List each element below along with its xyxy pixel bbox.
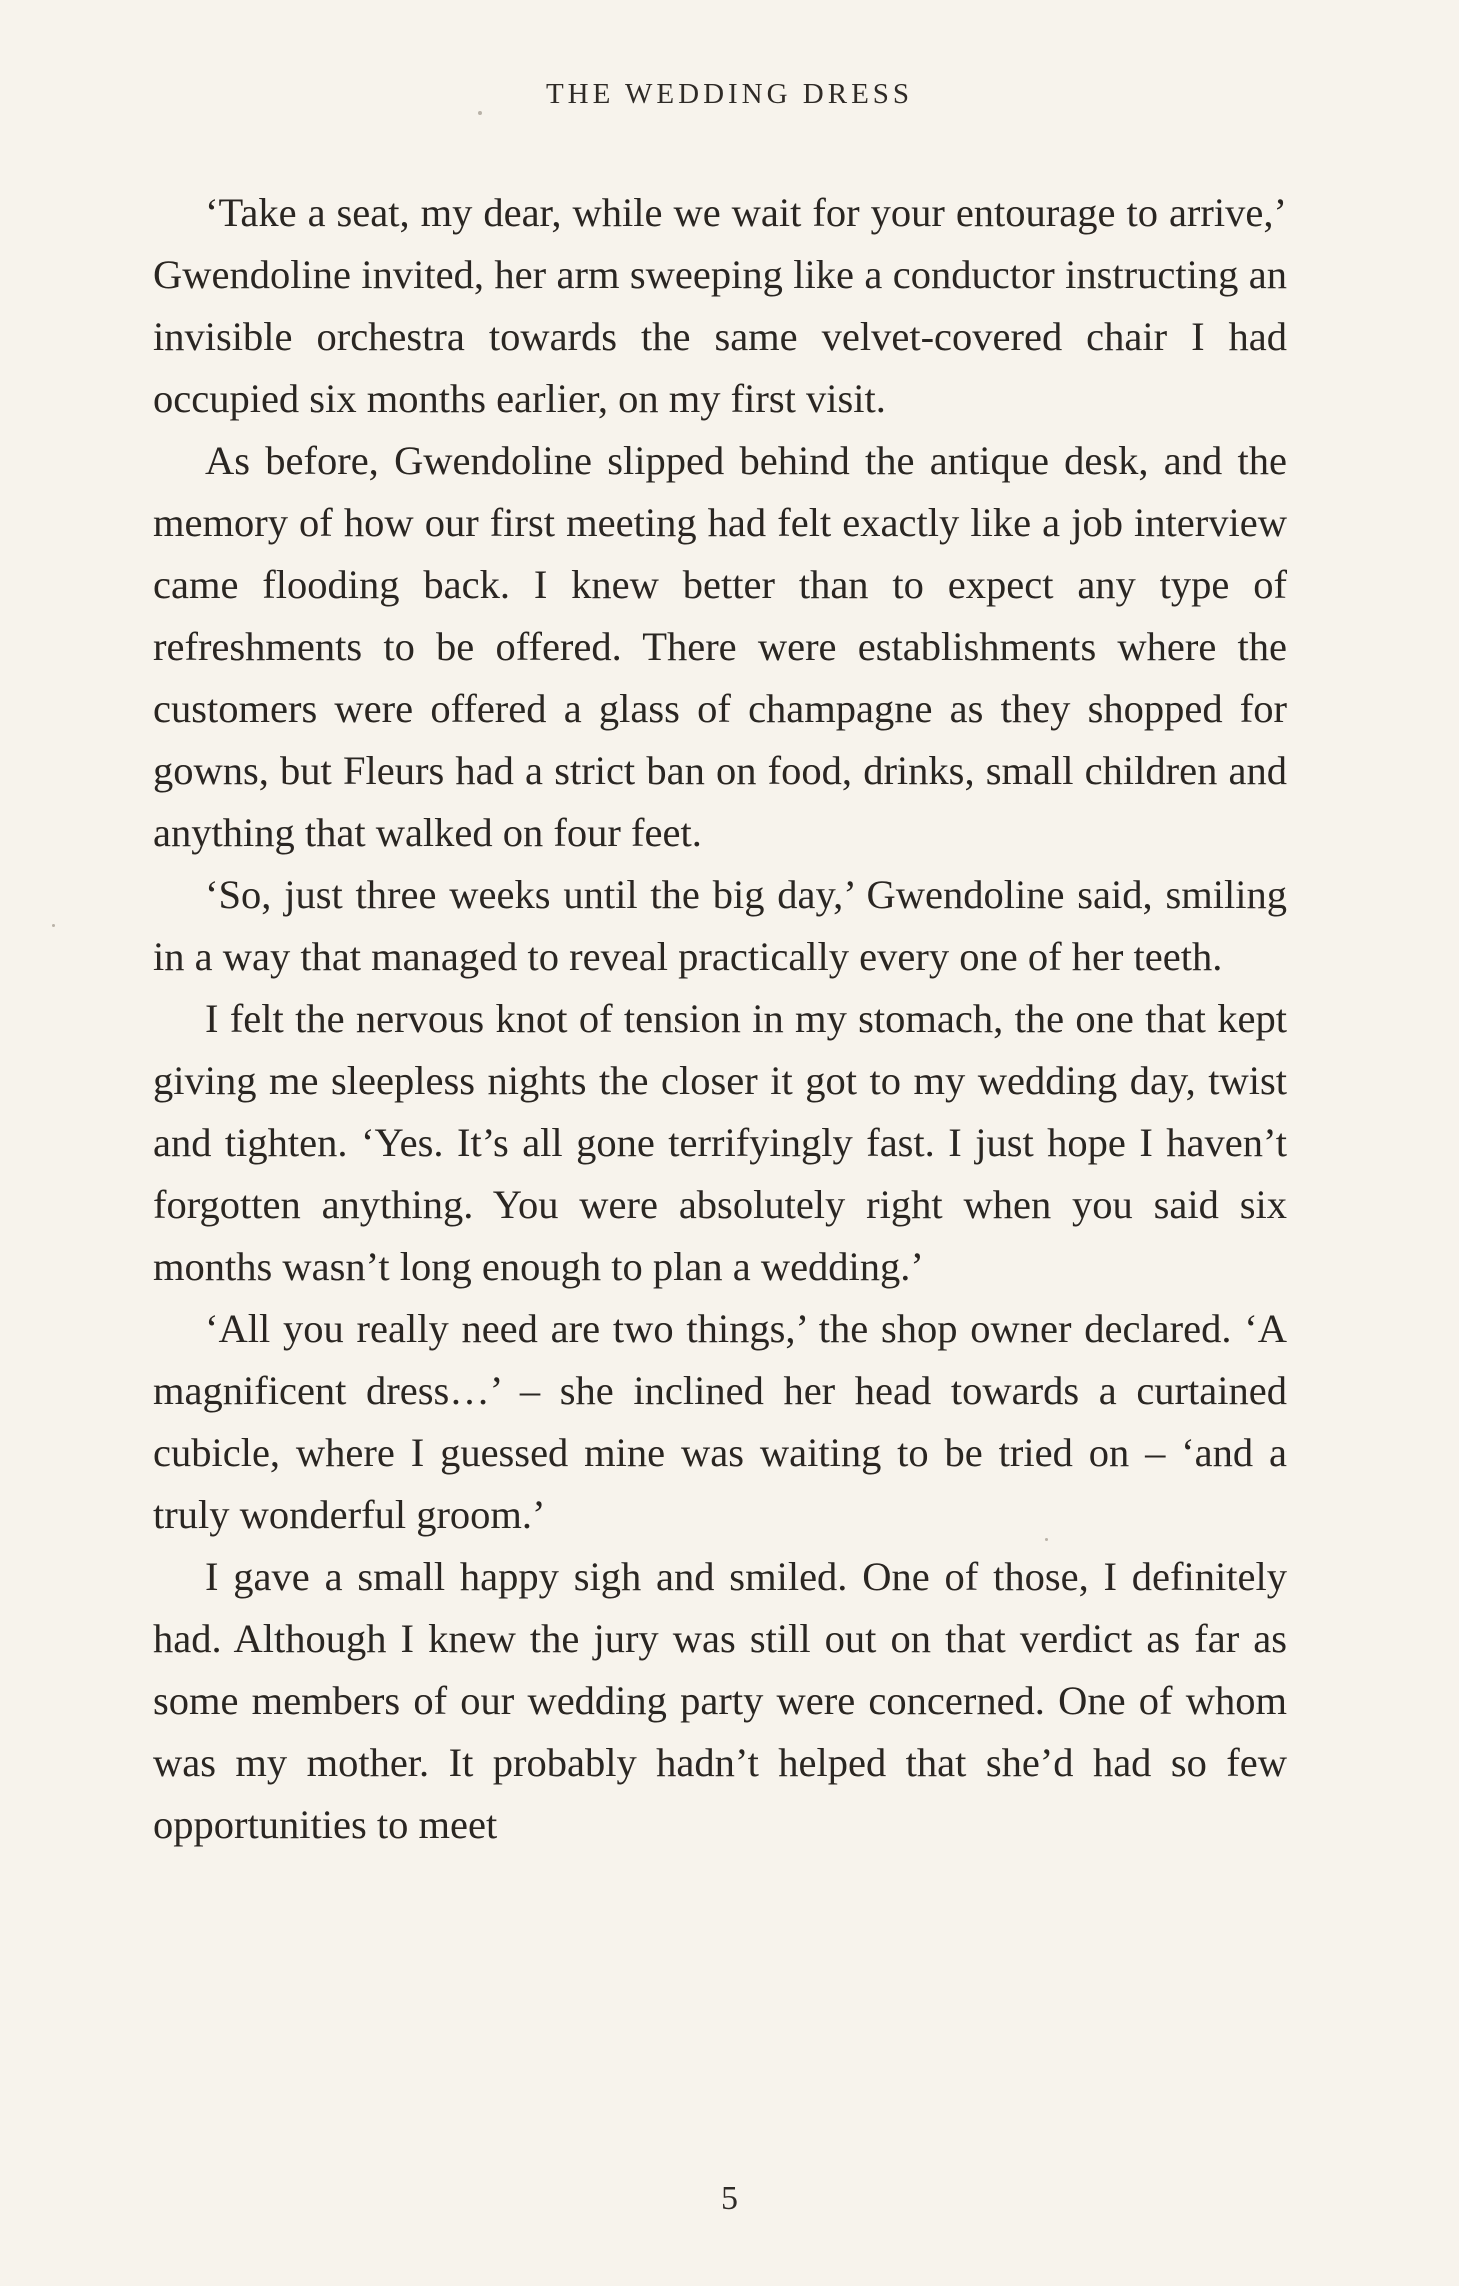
page-number: 5 — [721, 2180, 738, 2217]
paper-speck — [52, 924, 55, 927]
paper-speck — [1045, 1538, 1048, 1541]
paragraph: I gave a small happy sigh and smiled. One of those, I definitely had. Although I knew the jury was still out on that verdict as far as some members of our wedding party were concerned. One of whom was my mother. It probably hadn’t helped that she’d had so few opportunities to meet — [153, 1554, 1287, 1847]
paragraph: ‘All you really need are two things,’ the shop owner declared. ‘A magnificent dress…’ – she inclined her head towards a curtained cubicle, where I guessed mine was waiting to be tried on – ‘and a truly wonderful groom.’ — [153, 1306, 1287, 1537]
running-head: THE WEDDING DRESS — [545, 78, 914, 110]
paragraph: ‘Take a seat, my dear, while we wait for your entourage to arrive,’ Gwendoline invited, her arm sweeping like a conductor instructing an invisible orchestra towards the same velvet-covered chair I had occupied six months earlier, on my first visit. — [153, 190, 1287, 421]
body-text — [153, 182, 1287, 1856]
paragraph: ‘So, just three weeks until the big day,’ Gwendoline said, smiling in a way that managed to reveal practically every one of her teeth. — [153, 872, 1287, 979]
paper-speck — [478, 111, 482, 115]
paragraph: I felt the nervous knot of tension in my stomach, the one that kept giving me sleepless nights the closer it got to my wedding day, twist and tighten. ‘Yes. It’s all gone terrifyingly fast. I just hope I haven’t forgotten anything. You were absolutely right when you said six months wasn’t long enough to plan a wedding.’ — [153, 996, 1287, 1289]
paragraph: As before, Gwendoline slipped behind the antique desk, and the memory of how our first meeting had felt exactly like a job interview came flooding back. I knew better than to expect any type of refreshments to be offered. There were establishments where the customers were offered a glass of champagne as they shopped for gowns, but Fleurs had a strict ban on food, drinks, small children and anything that walked on four feet. — [153, 438, 1287, 855]
